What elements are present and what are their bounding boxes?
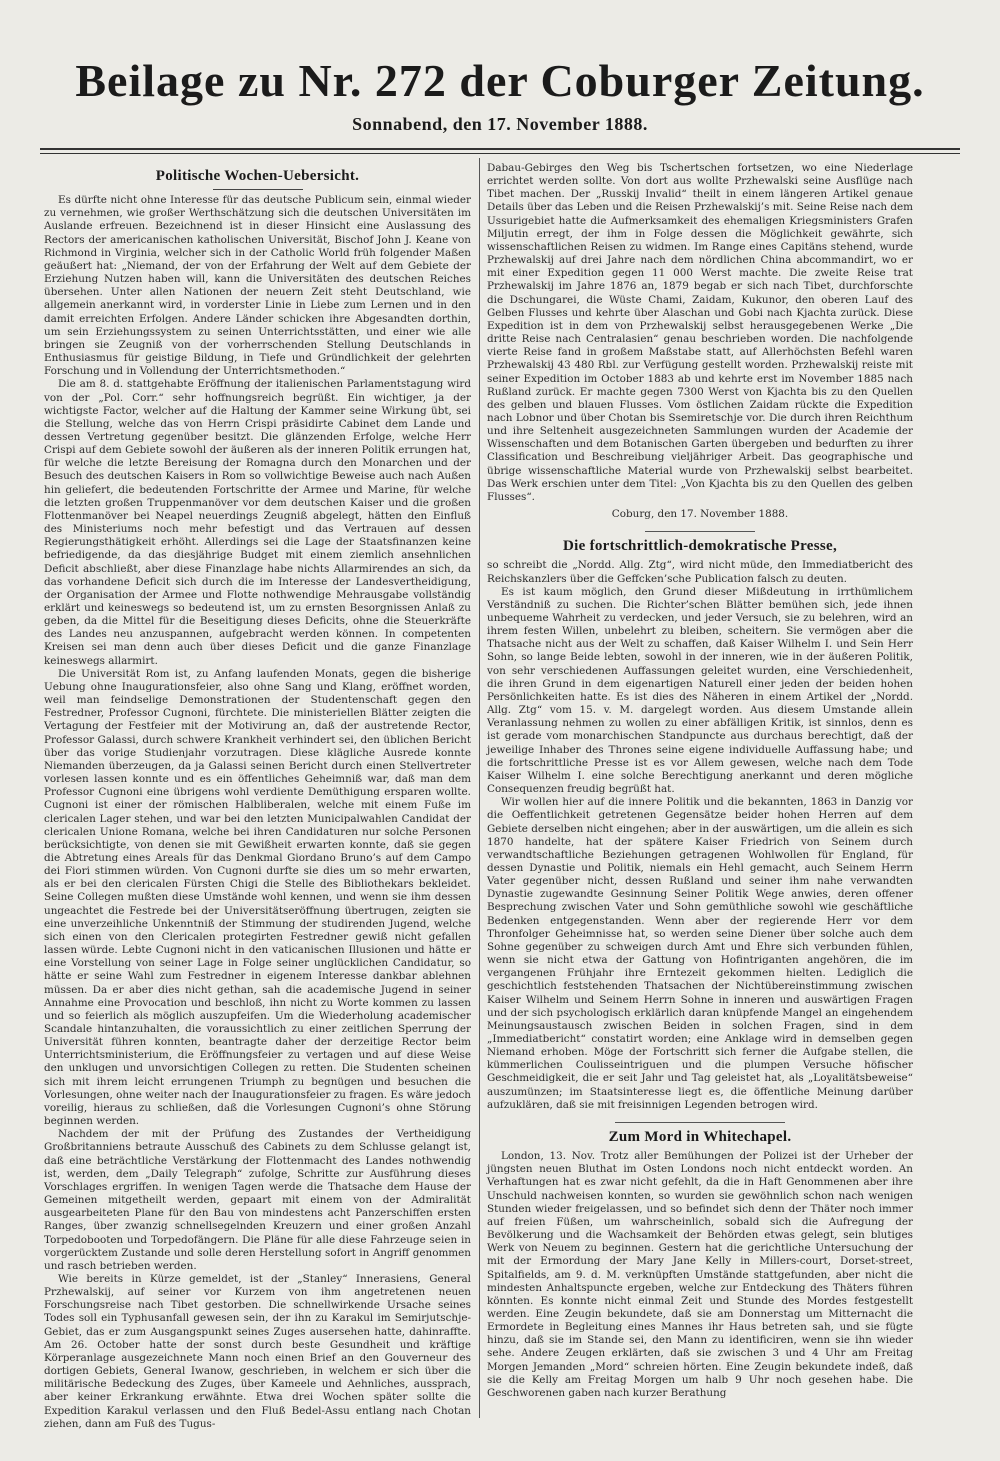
article-paragraph: Wir wollen hier auf die innere Politik und die bekannten, 1863 in Danzig vor die Oeffentlichkeit getretenen Gegensätze beider hohen Herren auf dem Gebiete derselben nicht eingehen; aber in der auswärtigen, um die allein es sich 1870 handelte, hat der spätere Kaiser Friedrich von Seinem durch verwandtschaftliche Beziehungen getragenen Wohlwollen für England, für dessen Dynastie und Politik, niemals ein Hehl gemacht, auch Seinem Herrn Vater gegenüber nicht, dessen Rußland und seiner ihm nahe verwandten Dynastie zugewandte Gesinnung Seiner Politik Wege anwies, deren offener Besprechung zwischen Vater und Sohn gemüthliche sowohl wie geschäftliche Bedenken entgegenstanden. Wenn aber der regierende Herr vor dem Thronfolger Geheimnisse hat, so werden seine Diener über solche auch dem Sohne gegenüber zu schweigen durch Amt und Ehre sich verbunden fühlen, wenn sie nicht etwa der Gattung von Hofintriganten angehören, die im vergangenen Frühjahr ihre Erntezeit gekommen hielten. Lediglich die geschichtlich feststehenden Thatsachen der Nichtübereinstimmung zwischen Kaiser Wilhelm und Seinem Herrn Sohne in inneren und auswärtigen Fragen und der sich psychologisch erklärlich daran knüpfende Mangel an eingehendem Meinungsaustausch zwischen Beiden in solchen Fragen, sind in dem „Immediatbericht“ constatirt worden; eine Anklage wird in demselben gegen Niemand erhoben. Möge der Fortschritt sich ferner die Aufgabe stellen, die kümmerlichen Coulisseintriguen und die plumpen Versuche höfischer Geschmeidigkeit, die er seit Jahr und Tag geleistet hat, als „Loyalitätsbeweise“ auszumünzen; im Staatsinteresse liegt es, die öffentliche Meinung darüber aufzuklären, daß sie mit freisinnigen Legenden betrogen wird.: [487, 796, 913, 1111]
issue-date: Sonnabend, den 17. November 1888.: [352, 114, 648, 134]
section-title-whitechapel: Zum Mord in Whitechapel.: [608, 1128, 792, 1145]
separator-rule: [645, 531, 755, 532]
section-rule: [213, 189, 303, 190]
left-column: [44, 162, 471, 1431]
column-divider: [479, 158, 480, 1418]
article-paragraph: London, 13. Nov. Trotz aller Bemühungen der Polizei ist der Urheber der jüngsten neuen Bluthat im Osten Londons noch nicht entdeckt worden. An Verhaftungen hat es zwar nicht gefehlt, da die in Haft Genommenen aber ihre Unschuld nachweisen konnten, so wurden sie gewöhnlich schon nach wenigen Stunden wieder freigelassen, und so befindet sich denn der Thäter noch immer auf freien Füßen, um wahrscheinlich, sobald sich die Aufregung der Bevölkerung und die Wachsamkeit der Behörden etwas gelegt, sein blutiges Werk von Neuem zu beginnen. Gestern hat die gerichtliche Untersuchung der mit der Ermordung der Mary Jane Kelly in Millers-court, Dorset-street, Spitalfields, am 9. d. M. verknüpften Umstände stattgefunden, aber nicht die mindesten Anhaltspuncte ergeben, welche zur Entdeckung des Thäters führen könnten. Es konnte nicht einmal Zeit und Stunde des Mordes festgestellt werden. Eine Zeugin bekundete, daß sie am Donnerstag um Mitternacht die Ermordete in Begleitung eines Mannes ihr Haus betreten sah, und sie fügte hinzu, daß sie im Stande sei, den Mann zu identificiren, wenn sie ihn wieder sehe. Andere Zeugen erklärten, daß sie zwischen 3 und 4 Uhr am Freitag Morgen Jemanden „Mord“ schreien hörten. Eine Zeugin bekundete indeß, daß sie die Kelly am Freitag Morgen um halb 9 Uhr noch gesehen habe. Die Geschworenen gaben nach kurzer Berathung: [487, 1150, 913, 1399]
separator-rule: [615, 1122, 785, 1123]
right-column: [487, 162, 913, 1400]
header-rule: [40, 148, 960, 150]
article-paragraph: so schreibt die „Nordd. Allg. Ztg“, wird nicht müde, den Immediatbericht des Reichskanzlers über die Geffcken’sche Publication falsch zu deuten.: [487, 559, 913, 585]
article-paragraph: Dabau-Gebirges den Weg bis Tschertschen fortsetzen, wo eine Niederlage errichtet werden sollte. Von dort aus wollte Przhewalski seine Ausflüge nach Tibet machen. Der „Russkij Invalid“ theilt in einem längeren Artikel genaue Details über das Leben und die Reisen Przhewalskij’s mit. Seine Reise nach dem Ussurigebiet hatte die Aufmerksamkeit des ehemaligen Kriegsministers Grafen Miljutin erregt, der ihm in Folge dessen die Möglichkeit gewährte, sich wissenschaftlichen Reisen zu widmen. Im Range eines Capitäns stehend, wurde Przhewalskij auf drei Jahre nach dem nördlichen China abcommandirt, wo er mit einer Expedition gegen 11 000 Werst machte. Die zweite Reise trat Przhewalskij im Jahre 1876 an, 1879 begab er sich nach Tibet, durchforschte die Dschungarei, die Wüste Chami, Zaidam, Kukunor, den oberen Lauf des Gelben Flusses und kehrte über Alaschan und Gobi nach Kjachta zurück. Diese Expedition ist in dem von Przhewalskij selbst herausgegebenen Werke „Die dritte Reise nach Centralasien“ genau beschrieben worden. Die nachfolgende vierte Reise fand in großem Maßstabe statt, auf Allerhöchsten Befehl waren Przhewalskij 43 480 Rbl. zur Verfügung gestellt worden. Przhewalskij reiste mit seiner Expedition im October 1883 ab und kehrte erst im November 1885 nach Rußland zurück. Er machte gegen 7300 Werst von Kjachta bis zu den Quellen des gelben und blauen Flusses. Vom östlichen Zaidam rückte die Expedition nach Lobnor und über Chotan bis Ssemiretschje vor. Die durch ihren Reichthum und ihre Seltenheit ausgezeichneten Sammlungen wurden der Academie der Wissenschaften und dem Botanischen Garten übergeben und bedurften zu ihrer Classification und Beschreibung vieljähriger Arbeit. Das geographische und übrige wissenschaftliche Material wurde von Przhewalskij selbst bearbeitet. Das Werk erschien unter dem Titel: „Von Kjachta bis zu den Quellen des gelben Flusses“.: [487, 162, 913, 503]
article-paragraph: Die Universität Rom ist, zu Anfang laufenden Monats, gegen die bisherige Uebung ohne Inaugurationsfeier, also ohne Sang und Klang, eröffnet worden, weil man feindselige Demonstrationen der Studentenschaft gegen den Festredner, Professor Cugnoni, fürchtete. Die ministeriellen Blätter zeigten die Vertagung der Festfeier mit der Motivirung an, daß der austretende Rector, Professor Galassi, durch schwere Krankheit verhindert sei, den üblichen Bericht über das vorige Studienjahr vorzutragen. Diese klägliche Ausrede konnte Niemanden überzeugen, da ja Galassi seinen Bericht durch einen Stellvertreter vorlesen lassen konnte und es ein öffentliches Geheimniß war, daß man dem Professor Cugnoni eine übrigens wohl verdiente Demüthigung ersparen wollte. Cugnoni ist einer der römischen Halbliberalen, welche mit einem Fuße im clericalen Lager stehen, und war bei den letzten Municipalwahlen Candidat der clericalen Unione Romana, welche bei ihren Candidaturen nur solche Personen berücksichtigte, von denen sie mit Gewißheit erwarten konnte, daß sie gegen die Abtretung eines Areals für das Denkmal Giordano Bruno’s auf dem Campo dei Fiori stimmen würden. Von Cugnoni durfte sie dies um so mehr erwarten, als er bei den clericalen Fürsten Chigi die Stelle des Bibliothekars bekleidet. Seine Collegen mußten diese Umstände wohl kennen, und wenn sie ihm dessen ungeachtet die Festrede bei der Universitätseröffnung übertrugen, zeigten sie eine unverzeihliche Unkenntniß der Stimmung der studirenden Jugend, welche sich einen von den Clericalen protegirten Festredner gewiß nicht gefallen lassen würde. Lebte Cugnoni nicht in den vaticanischen Illusionen und hätte er eine Vorstellung von seiner Lage in Folge seiner unglücklichen Candidatur, so hätte er seine Wahl zum Festredner in eigenem Interesse dankbar ablehnen müssen. Da er aber dies nicht gethan, sah die academische Jugend in seiner Annahme eine Provocation und beschloß, ihn nicht zu Worte kommen zu lassen und so feierlich als möglich auszupfeifen. Um die Wiederholung academischer Scandale hintanzuhalten, die voraussichtlich zu einer zeitlichen Sperrung der Universität führen konnten, beantragte daher der derzeitige Rector beim Unterrichtsministerium, die Eröffnungsfeier zu vertagen und auf diese Weise den unklugen und unvorsichtigen Collegen zu retten. Die Studenten scheinen sich mit ihrem leicht errungenen Triumph zu begnügen und besuchen die Vorlesungen, ohne weiter nach der Inaugurationsfeier zu fragen. Es wäre jedoch voreilig, hieraus zu schließen, daß die Vorlesungen Cugnoni’s ohne Störung beginnen werden.: [44, 667, 471, 1128]
section-title-presse: Die fortschrittlich-demokratische Presse,: [562, 538, 838, 555]
dateline-signoff: Coburg, den 17. November 1888.: [611, 508, 789, 521]
section-title-wochen-uebersicht: Politische Wochen-Uebersicht.: [155, 168, 360, 184]
article-paragraph: Die am 8. d. stattgehabte Eröffnung der italienischen Parlamentstagung wird von der „Pol. Corr.“ sehr hoffnungsreich begrüßt. Ein wichtiger, ja der wichtigste Factor, welcher auf die Haltung der Kammer seine Wirkung übt, sei die Stellung, welche das von Herrn Crispi präsidirte Cabinet dem Lande und dessen Vertretung gegenüber besitzt. Die glänzenden Erfolge, welche Herr Crispi auf dem Gebiete sowohl der äußeren als der inneren Politik errungen hat, für welche die letzte Bereisung der Romagna durch den Monarchen und der Besuch des deutschen Kaisers in Rom so vollwichtige Beweise auch nach Außen hin geliefert, die bedeutenden Fortschritte der Armee und Marine, für welche die letzten großen Truppenmanöver vor dem deutschen Kaiser und die großen Flottenmanöver bei Neapel neuerdings Zeugniß abgelegt, hätten den Einfluß des Ministeriums noch mehr befestigt und das Vertrauen auf dessen Regierungsthätigkeit erhöht. Allerdings sei die Lage der Staatsfinanzen keine befriedigende, da das diesjährige Budget mit einem ziemlich ansehnlichen Deficit abschließt, aber diese Finanzlage habe nichts Allarmirendes an sich, da das vorhandene Deficit sich durch die im Interesse der Landesvertheidigung, der Organisation der Armee und Flotte nothwendige Mehrausgabe vollständig erklärt und keineswegs so bedeutend ist, um zu ernsten Besorgnissen Anlaß zu geben, da die Mittel für die Beseitigung dieses Deficits, ohne die Steuerkräfte des Landes neu anzuspannen, aufgebracht werden können. In competenten Kreisen sei man denn auch über dieses Deficit und die ganze Finanzlage keineswegs allarmirt.: [44, 378, 471, 667]
page-title: Beilage zu Nr. 272 der Coburger Zeitung.: [75, 55, 925, 106]
article-paragraph: Wie bereits in Kürze gemeldet, ist der „Stanley“ Innerasiens, General Przhewalskij, auf seiner vor Kurzem von ihm angetretenen neuen Forschungsreise nach Tibet gestorben. Die schnellwirkende Ursache seines Todes soll ein Typhusanfall gewesen sein, der ihn zu Karakul im Semirjutschje-Gebiet, das er zum Ausgangspunkt seines Zuges ausersehen hatte, dahinraffte. Am 26. October hatte der sonst durch beste Gesundheit und kräftige Körperanlage ausgezeichnete Mann noch einen Brief an den Gouverneur des dortigen Gebiets, General Iwanow, geschrieben, in welchem er sich über die militärische Bedeckung des Zuges, über Kameele und Aehnliches, aussprach, aber keiner Erkrankung erwähnte. Etwa drei Wochen später sollte die Expedition Karakul verlassen und den Fluß Bedel-Assu entlang nach Chotan ziehen, dann am Fuß des Tugus-: [44, 1272, 471, 1430]
header-rule-thin: [40, 153, 960, 154]
article-paragraph: Nachdem der mit der Prüfung des Zustandes der Vertheidigung Großbritanniens betraute Ausschuß des Cabinets zu dem Schlusse gelangt ist, daß eine beträchtliche Verstärkung der Flottenmacht des Landes nothwendig ist, werden, dem „Daily Telegraph“ zufolge, Schritte zur Ausführung dieses Vorschlages ergriffen. In wenigen Tagen werde die Thatsache dem Hause der Gemeinen mitgetheilt werden, gepaart mit einem von der Admiralität ausgearbeiteten Plane für den Bau von mindestens acht Panzerschiffen ersten Ranges, über zwanzig schnellsegelnden Kreuzern und einer großen Anzahl Torpedobooten und Torpedofängern. Die Pläne für alle diese Fahrzeuge seien in vorgerücktem Zustande und solle deren Herstellung sofort in Angriff genommen und rasch betrieben werden.: [44, 1128, 471, 1272]
article-paragraph: Es dürfte nicht ohne Interesse für das deutsche Publicum sein, einmal wieder zu vernehmen, wie großer Werthschätzung sich die deutschen Universitäten im Auslande erfreuen. Bezeichnend ist in dieser Hinsicht eine Auslassung des Rectors der americanischen katholischen Universität, Bischof John J. Keane von Richmond in Virginia, welcher sich in der Catholic World früh folgender Maßen geäußert hat: „Niemand, der von der Erfahrung der Welt auf dem Gebiete der Erziehung Nutzen haben will, kann die Universitäten des deutschen Reiches übersehen. Unter allen Nationen der neuern Zeit steht Deutschland, wie allgemein anerkannt wird, in vorderster Linie in Liebe zum Lernen und in den damit erreichten Erfolgen. Andere Länder schicken ihre Abgesandten dorthin, um sein Erziehungssystem zu seinen Unterrichtsstätten, und einer wie alle bringen sie Zeugniß von der vorherrschenden Stellung Deutschlands in Enthusiasmus für geistige Bildung, in Tiefe und Gründlichkeit der gelehrten Forschung und in Vollendung der Unterrichtsmethoden.“: [44, 194, 471, 378]
masthead: [0, 55, 1000, 135]
article-paragraph: Es ist kaum möglich, den Grund dieser Mißdeutung in irrthümlichem Verständniß zu suchen. Die Richter’schen Blätter bemühen sich, jede ihnen unbequeme Wahrheit zu verdecken, und jeder Versuch, sie zu belehren, wird an ihrem festen Willen, unbelehrt zu bleiben, scheitern. Sie vermögen aber die Thatsache nicht aus der Welt zu schaffen, daß Kaiser Wilhelm I. und Sein Herr Sohn, so lange Beide lebten, sowohl in der inneren, wie in der äußeren Politik, von sehr verschiedenen Auffassungen geleitet wurden, eine Verschiedenheit, die ihren Grund in dem eigenartigen Naturell einer jeden der beiden hohen Persönlichkeiten hatte. Es ist dies des Näheren in einem Artikel der „Nordd. Allg. Ztg“ vom 15. v. M. dargelegt worden. Aus diesem Umstande allein Veranlassung nehmen zu wollen zu einer abfälligen Kritik, ist sinnlos, denn es ist gerade vom monarchischen Standpuncte aus durchaus berechtigt, daß der jeweilige Inhaber des Thrones seine eigene individuelle Auffassung habe; und die fortschrittliche Presse ist es vor Allem gewesen, welche nach dem Tode Kaiser Wilhelm I. eine solche Berechtigung anerkannt und deren mögliche Consequenzen freudig begrüßt hat.: [487, 585, 913, 796]
